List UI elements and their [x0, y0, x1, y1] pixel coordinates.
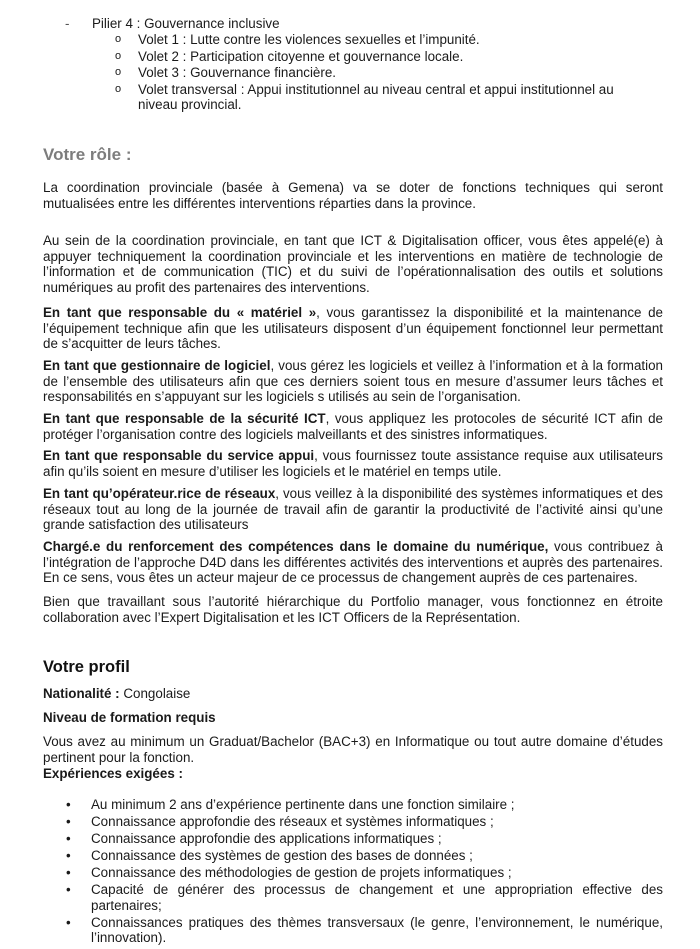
pilier-title: Pilier 4 : Gouvernance inclusive: [92, 16, 280, 31]
responsibility-digital-skills: Chargé.e du renforcement des compétences dans le domaine du numérique, vous contribuez à l’intégration de l’approche D4D dans les différentes activités des interventions et auprès des partenaires. En ce sens, vous êtes un acteur majeur de ce processus de changement auprès de ces partenaires.: [43, 539, 663, 586]
bullet-icon: •: [66, 847, 71, 863]
circle-bullet-icon: o: [115, 49, 122, 62]
list-item: o Volet 2 : Participation citoyenne et gouvernance locale.: [115, 48, 464, 64]
circle-bullet-icon: o: [115, 66, 122, 79]
list-item: • Connaissance des méthodologies de gestion de projets informatiques ;: [66, 864, 512, 880]
list-item: • Connaissances pratiques des thèmes transversaux (le genre, l’environnement, le numérique, l’innovation).: [66, 914, 663, 946]
responsibility-security: En tant que responsable de la sécurité ICT, vous appliquez les protocoles de sécurité ICT afin de protéger l’organisation contre des logiciels malveillants et des sinistres informatiques.: [43, 411, 664, 442]
role-closing-paragraph: Bien que travaillant sous l’autorité hiérarchique du Portfolio manager, vous fonctionnez en étroite collaboration avec l’Expert Digitalisation et les ICT Officers de la Représentation.: [43, 594, 663, 625]
responsibility-support: En tant que responsable du service appui, vous fournissez toute assistance requise aux utilisateurs afin qu’ils soient en mesure d’utiliser les logiciels et le matériel en temps utile.: [43, 448, 664, 479]
experiences-label: Expériences exigées :: [43, 766, 183, 781]
circle-bullet-icon: o: [115, 82, 122, 95]
responsibility-software: En tant que gestionnaire de logiciel, vous gérez les logiciels et veillez à l’information et à la formation de l’ensemble des utilisateurs afin que ces derniers soient tous en mesure d’assumer leurs tâches et responsabilités en s’appuyant sur les logiciels s utilisés au sein de l’organisation.: [43, 358, 663, 405]
bullet-icon: •: [66, 797, 71, 812]
list-item: o Volet 1 : Lutte contre les violences sexuelles et l’impunité.: [115, 32, 480, 47]
role-intro-paragraph: La coordination provinciale (basée à Gemena) va se doter de fonctions techniques qui seront mutualisées entre les différentes interventions réparties dans la province.: [43, 180, 663, 211]
nationality-value: Congolaise: [119, 686, 191, 701]
experiences-list: [43, 797, 663, 947]
list-item: o Volet transversal : Appui institutionnel au niveau central et appui institutionnel au niveau provincial.: [115, 81, 614, 113]
formation-paragraph: Vous avez au minimum un Graduat/Bachelor (BAC+3) en Informatique ou tout autre domaine d’études pertinent pour la fonction.: [43, 734, 663, 765]
profil-heading: Votre profil: [43, 658, 130, 676]
responsibility-hardware: En tant que responsable du « matériel », vous garantissez la disponibilité et la maintenance de l’équipement technique afin que les utilisateurs disposent d’un équipement fonctionnel leur permettant de s’acquitter de leurs tâches.: [43, 305, 663, 352]
bullet-icon: •: [66, 864, 71, 880]
nationality-label: Nationalité :: [43, 686, 120, 701]
list-item: • Connaissance approfondie des applications informatiques ;: [66, 830, 442, 846]
list-item: • Au minimum 2 ans d’expérience pertinente dans une fonction similaire ;: [66, 797, 515, 812]
list-item: • Connaissance approfondie des réseaux et systèmes informatiques ;: [66, 813, 494, 829]
responsibility-network: En tant qu’opérateur.rice de réseaux, vous veillez à la disponibilité des systèmes informatiques et des réseaux tout au long de la journée de travail afin de garantir la productivité de l’activité ainsi qu’une grande satisfaction des utilisateurs: [43, 486, 663, 533]
bullet-icon: •: [66, 830, 71, 846]
nationality-line: [43, 686, 663, 702]
list-item: • Connaissance des systèmes de gestion des bases de données ;: [66, 847, 473, 863]
dash-marker: -: [65, 16, 70, 31]
formation-label: Niveau de formation requis: [43, 710, 216, 725]
role-context-paragraph: Au sein de la coordination provinciale, en tant que ICT & Digitalisation officer, vous êtes appelé(e) à appuyer techniquement la coordination provinciale et les interventions en matière de technologie de l’information et de communication (TIC) et du suivi de l’opérationnalisation des outils et solutions numériques au profit des partenaires des interventions.: [43, 233, 663, 295]
bullet-icon: •: [66, 813, 71, 829]
list-item: • Capacité de générer des processus de changement et une appropriation effective des partenaires;: [66, 881, 663, 913]
role-heading: Votre rôle :: [43, 145, 132, 164]
bullet-icon: •: [66, 914, 71, 930]
volets-list: [65, 32, 665, 114]
bullet-icon: •: [66, 881, 71, 897]
circle-bullet-icon: o: [115, 33, 122, 45]
list-item: o Volet 3 : Gouvernance financière.: [115, 65, 337, 81]
